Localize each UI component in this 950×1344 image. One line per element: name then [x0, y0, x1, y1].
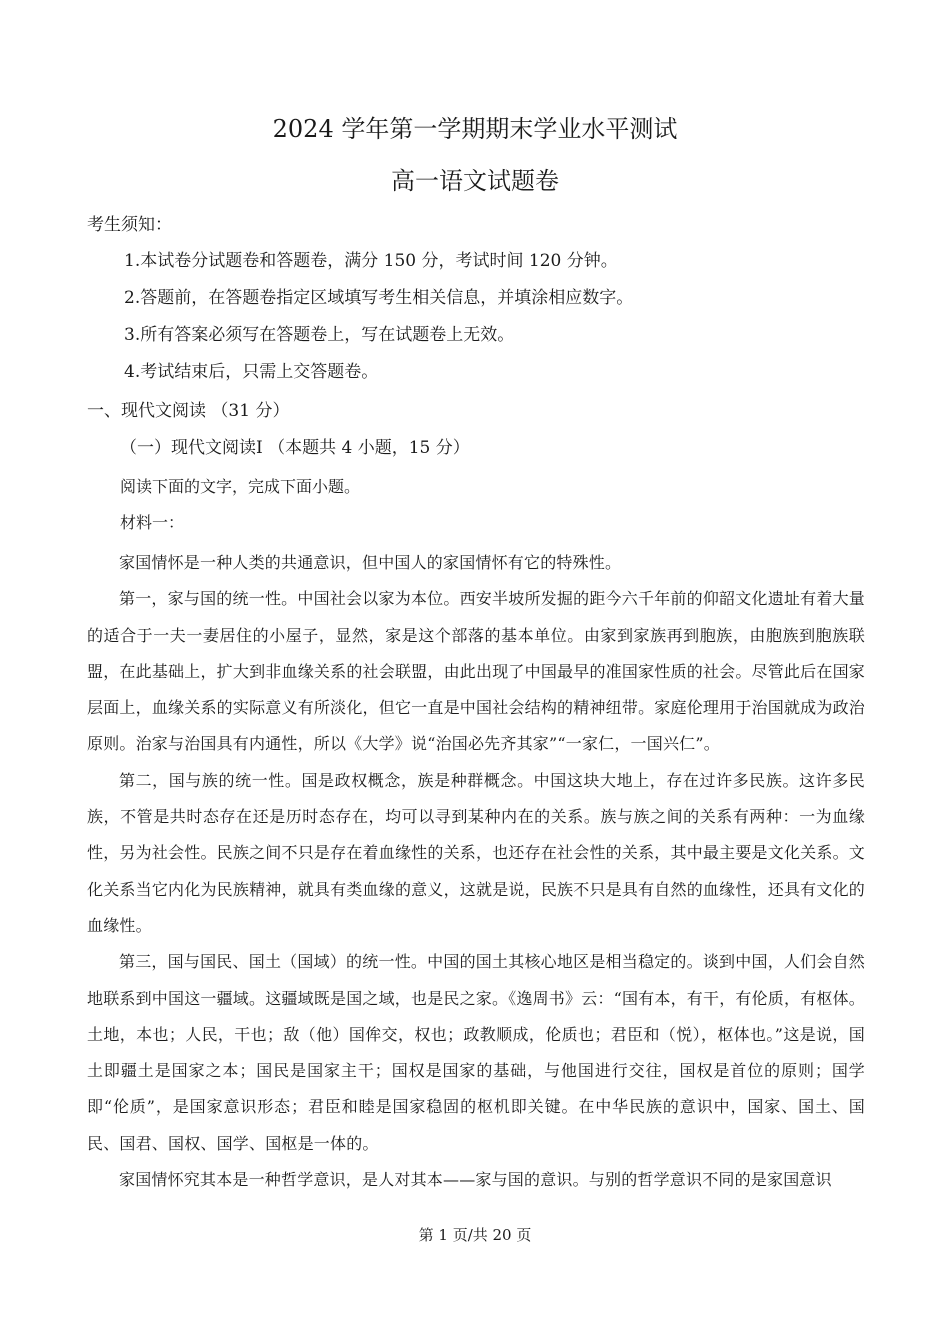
notice-heading: 考生须知：: [87, 215, 172, 235]
reading-instruction: 阅读下面的文字，完成下面小题。: [120, 477, 361, 496]
section-subheading: （一）现代文阅读Ⅰ （本题共 4 小题，15 分）: [120, 438, 470, 458]
notice-item: 2.答题前，在答题卷指定区域填写考生相关信息，并填涂相应数字。: [124, 288, 634, 308]
passage-paragraph: 第二，国与族的统一性。国是政权概念，族是种群概念。中国这块大地上，存在过许多民族。这许多民族，不管是共时态存在还是历时态存在，均可以寻到某种内在的关系。族与族之间的关系有两种：一为血缘性，另为社会性。民族之间不只是存在着血缘性的关系，也还存在社会性的关系，其中最主要是文化关系。文化关系当它内化为民族精神，就具有类血缘的意义，这就是说，民族不只是具有自然的血缘性，还具有文化的血缘性。: [87, 770, 865, 935]
exam-title: 2024 学年第一学期期末学业水平测试: [272, 115, 678, 143]
passage-paragraph: 家国情怀究其本是一种哲学意识，是人对其本——家与国的意识。与别的哲学意识不同的是家国意识: [119, 1170, 832, 1190]
notice-item: 3.所有答案必须写在答题卷上，写在试题卷上无效。: [124, 325, 515, 345]
passage-paragraph: 家国情怀是一种人类的共通意识，但中国人的家国情怀有它的特殊性。: [119, 553, 622, 572]
section-heading: 一、现代文阅读 （31 分）: [87, 401, 290, 421]
notice-list: [124, 248, 633, 396]
material-label: 材料一：: [120, 513, 185, 532]
notice-item: 1.本试卷分试题卷和答题卷，满分 150 分，考试时间 120 分钟。: [124, 251, 618, 271]
passage-paragraph: 第三，国与国民、国土（国域）的统一性。中国的国土其核心地区是相当稳定的。谈到中国，人们会自然地联系到中国这一疆域。这疆域既是国之域，也是民之家。《逸周书》云：“国有本，有干，有伦质，有枢体。土地，本也；人民，干也；敌（他）国侔交，权也；政教顺成，伦质也；君臣和（悦），枢体也。”这是说，国土即疆土是国家之本；国民是国家主干；国权是国家的基础，与他国进行交往，国权是首位的原则；国学即“伦质”，是国家意识形态；君臣和睦是国家稳固的枢机即关键。在中华民族的意识中，国家、国土、国民、国君、国权、国学、国枢是一体的。: [87, 952, 865, 1153]
passage-paragraph: 第一，家与国的统一性。中国社会以家为本位。西安半坡所发掘的距今六千年前的仰韶文化遗址有着大量的适合于一夫一妻居住的小屋子，显然，家是这个部落的基本单位。由家到家族再到胞族，由胞族到胞族联盟，在此基础上，扩大到非血缘关系的社会联盟，由此出现了中国最早的准国家性质的社会。尽管此后在国家层面上，血缘关系的实际意义有所淡化，但它一直是中国社会结构的精神纽带。家庭伦理用于治国就成为政治原则。治家与治国具有内通性，所以《大学》说“治国必先齐其家”“一家仁，一国兴仁”。: [87, 589, 865, 754]
exam-subtitle: 高一语文试题卷: [391, 167, 559, 195]
notice-item: 4.考试结束后，只需上交答题卷。: [124, 362, 379, 382]
page-number: 第 1 页/共 20 页: [418, 1226, 532, 1244]
reading-passage: [87, 545, 865, 1198]
